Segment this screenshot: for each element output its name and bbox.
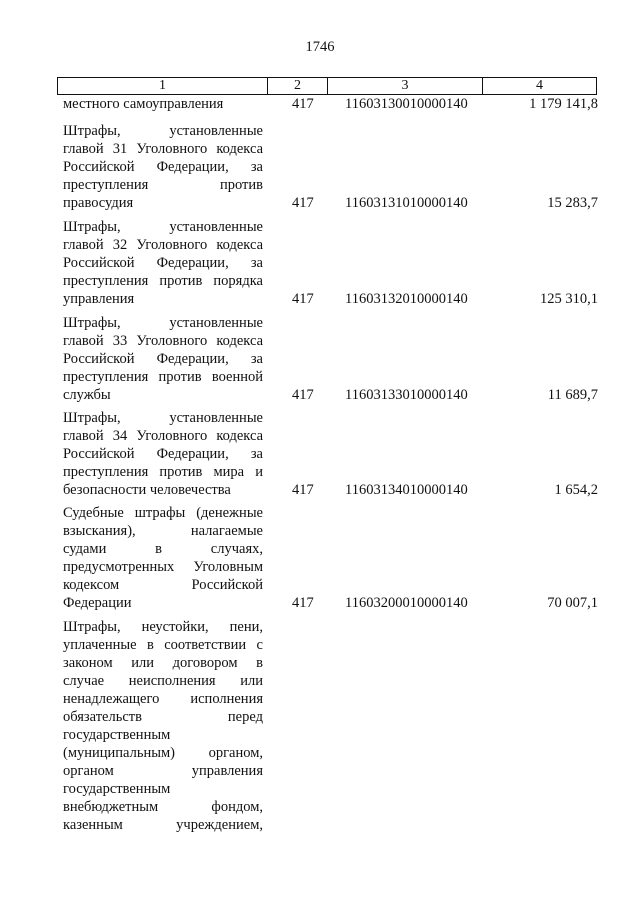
description-line: Судебные штрафы (денежные [63, 505, 263, 521]
description-line: Штрафы, установленные [63, 410, 263, 426]
description-line: Штрафы, установленные [63, 315, 263, 331]
description-line: государственным [63, 781, 171, 797]
description-line: правосудия [63, 195, 134, 211]
description-line: Российской Федерации, за [63, 159, 263, 175]
budget-classification-code: 11603133010000140 [345, 387, 468, 403]
description-line: судами в случаях, [63, 541, 263, 557]
admin-code: 417 [292, 387, 314, 403]
description-line: преступления против военной [63, 369, 263, 385]
description-line: органом управления [63, 763, 263, 779]
page-number: 1746 [305, 39, 335, 55]
description-line: Штрафы, установленные [63, 123, 263, 139]
description-line: ненадлежащего исполнения [63, 691, 263, 707]
table-column-header [57, 77, 597, 95]
description-line: Российской Федерации, за [63, 255, 263, 271]
column-header-1: 1 [58, 78, 268, 94]
row-description [63, 409, 263, 499]
description-line: безопасности человечества [63, 482, 231, 498]
admin-code: 417 [292, 195, 314, 211]
description-line: главой 32 Уголовного кодекса [63, 237, 263, 253]
description-line: государственным [63, 727, 171, 743]
description-line: главой 33 Уголовного кодекса [63, 333, 263, 349]
description-line: преступления против порядка [63, 273, 263, 289]
description-line: кодексом Российской [63, 577, 263, 593]
description-line: преступления против мира и [63, 464, 263, 480]
description-line: главой 34 Уголовного кодекса [63, 428, 263, 444]
budget-classification-code: 11603130010000140 [345, 96, 468, 112]
budget-classification-code: 11603131010000140 [345, 195, 468, 211]
description-line: управления [63, 291, 135, 307]
description-line: преступления против [63, 177, 263, 193]
row-description [63, 122, 263, 212]
budget-classification-code: 11603132010000140 [345, 291, 468, 307]
admin-code: 417 [292, 96, 314, 112]
row-description [63, 95, 263, 113]
description-line: случае неисполнения или [63, 673, 263, 689]
description-line: (муниципальным) органом, [63, 745, 263, 761]
description-line: обязательств перед [63, 709, 263, 725]
description-line: местного самоуправления [63, 96, 224, 112]
description-line: казенным учреждением, [63, 817, 263, 833]
description-line: Российской Федерации, за [63, 446, 263, 462]
description-line: уплаченные в соответствии с [63, 637, 263, 653]
admin-code: 417 [292, 291, 314, 307]
row-description [63, 504, 263, 612]
budget-classification-code: 11603134010000140 [345, 482, 468, 498]
description-line: главой 31 Уголовного кодекса [63, 141, 263, 157]
description-line: Федерации [63, 595, 132, 611]
column-header-2: 2 [268, 78, 328, 94]
amount: 125 310,1 [540, 291, 598, 307]
amount: 1 179 141,8 [529, 96, 598, 112]
description-line: Штрафы, установленные [63, 219, 263, 235]
description-line: взыскания), налагаемые [63, 523, 263, 539]
column-header-4: 4 [536, 78, 543, 93]
row-description [63, 314, 263, 404]
budget-classification-code: 11603200010000140 [345, 595, 468, 611]
row-description [63, 618, 263, 834]
admin-code: 417 [292, 595, 314, 611]
row-description [63, 218, 263, 308]
description-line: Штрафы, неустойки, пени, [63, 619, 263, 635]
description-line: Российской Федерации, за [63, 351, 263, 367]
column-header-3: 3 [328, 78, 483, 94]
description-line: законом или договором в [63, 655, 263, 671]
description-line: службы [63, 387, 111, 403]
description-line: предусмотренных Уголовным [63, 559, 263, 575]
amount: 11 689,7 [547, 387, 598, 403]
amount: 70 007,1 [547, 595, 598, 611]
admin-code: 417 [292, 482, 314, 498]
amount: 15 283,7 [547, 195, 598, 211]
amount: 1 654,2 [554, 482, 598, 498]
description-line: внебюджетным фондом, [63, 799, 263, 815]
